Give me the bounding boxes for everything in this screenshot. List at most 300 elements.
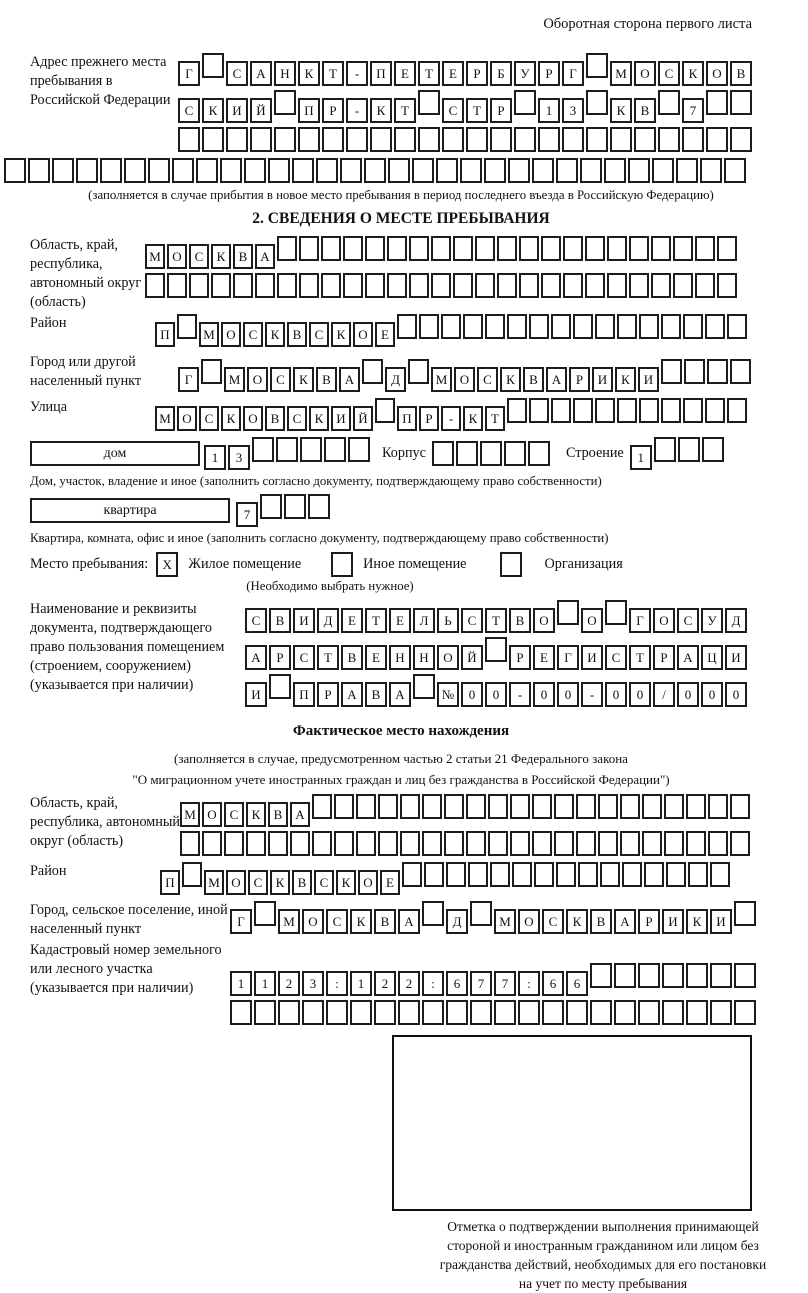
char-cell[interactable]: Т [365,608,387,633]
char-cell[interactable]: 0 [725,682,747,707]
char-cell[interactable]: Р [653,645,675,670]
char-cell[interactable]: М [155,406,175,431]
char-cell[interactable] [573,398,593,423]
char-cell[interactable] [364,158,386,183]
char-cell[interactable]: Р [509,645,531,670]
char-cell[interactable] [475,236,495,261]
char-cell[interactable]: С [287,406,307,431]
char-cell[interactable]: О [302,909,324,934]
char-cell[interactable]: А [614,909,636,934]
char-cell[interactable]: В [287,322,307,347]
char-cell[interactable] [651,273,671,298]
char-cell[interactable]: М [278,909,300,934]
char-cell[interactable] [639,314,659,339]
char-cell[interactable] [100,158,122,183]
char-cell[interactable] [494,1000,516,1025]
region-row-2[interactable] [145,273,739,298]
char-cell[interactable] [576,794,596,819]
char-cell[interactable] [182,862,202,887]
char-cell[interactable]: Й [353,406,373,431]
char-cell[interactable] [610,127,632,152]
char-cell[interactable]: Ц [701,645,723,670]
char-cell[interactable]: М [204,870,224,895]
char-cell[interactable]: С [226,61,248,86]
char-cell[interactable]: О [706,61,728,86]
char-cell[interactable]: М [431,367,452,392]
char-cell[interactable] [706,90,728,115]
char-cell[interactable] [695,273,715,298]
char-cell[interactable]: Й [461,645,483,670]
char-cell[interactable] [446,1000,468,1025]
char-cell[interactable]: И [638,367,659,392]
char-cell[interactable] [695,236,715,261]
char-cell[interactable] [730,794,750,819]
char-cell[interactable]: Е [394,61,416,86]
char-cell[interactable] [485,314,505,339]
char-cell[interactable] [642,831,662,856]
char-cell[interactable] [343,273,363,298]
char-cell[interactable]: С [270,367,291,392]
char-cell[interactable] [727,398,747,423]
char-cell[interactable] [488,794,508,819]
char-cell[interactable]: Е [389,608,411,633]
char-cell[interactable] [230,1000,252,1025]
char-cell[interactable] [551,398,571,423]
char-cell[interactable] [664,831,684,856]
char-cell[interactable] [470,901,492,926]
char-cell[interactable]: К [309,406,329,431]
char-cell[interactable]: К [298,61,320,86]
char-cell[interactable] [566,1000,588,1025]
region-row-1[interactable] [145,236,739,269]
char-cell[interactable] [387,236,407,261]
char-cell[interactable] [563,273,583,298]
char-cell[interactable]: Р [538,61,560,86]
actual-district-row[interactable] [160,862,732,895]
char-cell[interactable]: И [581,645,603,670]
char-cell[interactable] [442,127,464,152]
char-cell[interactable] [178,127,200,152]
char-cell[interactable]: П [160,870,180,895]
char-cell[interactable]: О [437,645,459,670]
char-cell[interactable] [664,794,684,819]
char-cell[interactable]: О [177,406,197,431]
char-cell[interactable]: О [353,322,373,347]
char-cell[interactable] [562,127,584,152]
char-cell[interactable] [590,1000,612,1025]
char-cell[interactable] [710,862,730,887]
char-cell[interactable] [734,1000,756,1025]
char-cell[interactable] [528,441,550,466]
char-cell[interactable] [705,398,725,423]
char-cell[interactable]: А [250,61,272,86]
char-cell[interactable]: 1 [538,98,560,123]
char-cell[interactable]: С [245,608,267,633]
char-cell[interactable]: С [658,61,680,86]
char-cell[interactable] [688,862,708,887]
char-cell[interactable] [490,127,512,152]
char-cell[interactable]: 3 [562,98,584,123]
char-cell[interactable] [276,437,298,462]
char-cell[interactable] [419,314,439,339]
char-cell[interactable]: Г [178,367,199,392]
char-cell[interactable]: О [533,608,555,633]
char-cell[interactable] [717,273,737,298]
char-cell[interactable] [658,127,680,152]
char-cell[interactable] [453,273,473,298]
char-cell[interactable] [661,359,682,384]
char-cell[interactable]: К [610,98,632,123]
char-cell[interactable] [620,794,640,819]
char-cell[interactable]: Е [375,322,395,347]
char-cell[interactable] [409,273,429,298]
char-cell[interactable]: А [341,682,363,707]
char-cell[interactable] [622,862,642,887]
char-cell[interactable]: В [265,406,285,431]
char-cell[interactable]: Т [317,645,339,670]
char-cell[interactable] [321,236,341,261]
char-cell[interactable]: К [221,406,241,431]
char-cell[interactable] [418,127,440,152]
char-cell[interactable] [422,794,442,819]
char-cell[interactable] [52,158,74,183]
char-cell[interactable] [661,314,681,339]
char-cell[interactable] [356,831,376,856]
char-cell[interactable] [532,831,552,856]
char-cell[interactable] [255,273,275,298]
char-cell[interactable]: О [454,367,475,392]
char-cell[interactable]: 2 [278,971,300,996]
char-cell[interactable]: С [224,802,244,827]
char-cell[interactable] [299,236,319,261]
char-cell[interactable] [268,831,288,856]
char-cell[interactable]: Р [322,98,344,123]
char-cell[interactable] [617,314,637,339]
char-cell[interactable]: В [341,645,363,670]
char-cell[interactable] [519,273,539,298]
char-cell[interactable] [578,862,598,887]
char-cell[interactable]: А [546,367,567,392]
char-cell[interactable] [312,794,332,819]
char-cell[interactable]: Р [419,406,439,431]
char-cell[interactable] [607,236,627,261]
char-cell[interactable] [302,1000,324,1025]
char-cell[interactable]: 0 [461,682,483,707]
char-cell[interactable]: И [710,909,732,934]
char-cell[interactable] [639,398,659,423]
char-cell[interactable] [538,127,560,152]
char-cell[interactable] [480,441,502,466]
char-cell[interactable] [444,794,464,819]
char-cell[interactable] [518,1000,540,1025]
char-cell[interactable] [444,831,464,856]
char-cell[interactable] [453,236,473,261]
char-cell[interactable] [334,831,354,856]
char-cell[interactable]: М [199,322,219,347]
char-cell[interactable] [365,236,385,261]
char-cell[interactable] [542,1000,564,1025]
char-cell[interactable] [456,441,478,466]
char-cell[interactable]: 1 [204,445,226,470]
char-cell[interactable] [651,236,671,261]
char-cell[interactable]: Й [250,98,272,123]
char-cell[interactable] [600,862,620,887]
char-cell[interactable] [172,158,194,183]
char-cell[interactable]: Л [413,608,435,633]
char-cell[interactable] [684,359,705,384]
char-cell[interactable] [642,794,662,819]
char-cell[interactable] [268,158,290,183]
char-cell[interactable] [706,127,728,152]
char-cell[interactable]: 6 [542,971,564,996]
char-cell[interactable]: 1 [630,445,652,470]
char-cell[interactable]: Е [533,645,555,670]
char-cell[interactable] [519,236,539,261]
char-cell[interactable] [488,831,508,856]
char-cell[interactable] [278,1000,300,1025]
char-cell[interactable]: А [398,909,420,934]
char-cell[interactable] [370,127,392,152]
char-cell[interactable] [397,314,417,339]
char-cell[interactable]: 0 [485,682,507,707]
char-cell[interactable] [557,600,579,625]
char-cell[interactable] [514,127,536,152]
char-cell[interactable]: С [189,244,209,269]
char-cell[interactable] [400,831,420,856]
char-cell[interactable] [343,236,363,261]
char-cell[interactable] [532,158,554,183]
char-cell[interactable] [254,901,276,926]
char-cell[interactable]: Т [322,61,344,86]
char-cell[interactable]: 3 [228,445,250,470]
char-cell[interactable]: Р [569,367,590,392]
char-cell[interactable]: Н [389,645,411,670]
char-cell[interactable] [298,127,320,152]
char-cell[interactable]: К [566,909,588,934]
char-cell[interactable]: О [634,61,656,86]
char-cell[interactable]: К [350,909,372,934]
char-cell[interactable] [590,963,612,988]
char-cell[interactable] [334,794,354,819]
char-cell[interactable]: Б [490,61,512,86]
char-cell[interactable] [638,1000,660,1025]
char-cell[interactable] [374,1000,396,1025]
char-cell[interactable]: 7 [682,98,704,123]
char-cell[interactable]: С [178,98,200,123]
char-cell[interactable]: О [358,870,378,895]
char-cell[interactable]: Т [485,608,507,633]
char-cell[interactable] [226,127,248,152]
char-cell[interactable] [436,158,458,183]
char-cell[interactable] [124,158,146,183]
char-cell[interactable] [252,437,274,462]
char-cell[interactable]: С [199,406,219,431]
char-cell[interactable]: Г [557,645,579,670]
char-cell[interactable] [734,963,756,988]
char-cell[interactable]: У [701,608,723,633]
char-cell[interactable]: 2 [374,971,396,996]
cadastre-row-2[interactable] [230,1000,758,1025]
char-cell[interactable] [299,273,319,298]
char-cell[interactable] [274,127,296,152]
char-cell[interactable] [595,398,615,423]
char-cell[interactable] [607,273,627,298]
char-cell[interactable] [400,794,420,819]
char-cell[interactable]: Р [317,682,339,707]
char-cell[interactable] [76,158,98,183]
char-cell[interactable] [580,158,602,183]
char-cell[interactable]: Р [490,98,512,123]
char-cell[interactable]: И [331,406,351,431]
stay-type-checkbox-organization[interactable] [500,552,522,577]
char-cell[interactable]: О [247,367,268,392]
char-cell[interactable] [662,963,684,988]
char-cell[interactable]: Е [341,608,363,633]
char-cell[interactable] [316,158,338,183]
char-cell[interactable] [634,127,656,152]
char-cell[interactable] [614,1000,636,1025]
char-cell[interactable] [424,862,444,887]
char-cell[interactable] [340,158,362,183]
char-cell[interactable]: М [145,244,165,269]
street-row[interactable] [155,398,749,431]
char-cell[interactable] [700,158,722,183]
char-cell[interactable] [629,236,649,261]
char-cell[interactable]: Р [466,61,488,86]
char-cell[interactable]: В [634,98,656,123]
char-cell[interactable] [629,273,649,298]
char-cell[interactable] [507,314,527,339]
char-cell[interactable]: - [441,406,461,431]
char-cell[interactable]: К [500,367,521,392]
char-cell[interactable] [244,158,266,183]
char-cell[interactable]: О [221,322,241,347]
char-cell[interactable] [586,127,608,152]
char-cell[interactable] [676,158,698,183]
char-cell[interactable] [529,314,549,339]
char-cell[interactable]: Г [629,608,651,633]
char-cell[interactable]: П [370,61,392,86]
char-cell[interactable]: Т [485,406,505,431]
char-cell[interactable] [556,158,578,183]
char-cell[interactable] [661,398,681,423]
char-cell[interactable] [224,831,244,856]
char-cell[interactable] [541,236,561,261]
char-cell[interactable] [585,273,605,298]
char-cell[interactable]: : [518,971,540,996]
char-cell[interactable] [573,314,593,339]
char-cell[interactable] [510,794,530,819]
char-cell[interactable] [422,1000,444,1025]
char-cell[interactable]: В [292,870,312,895]
char-cell[interactable]: 0 [629,682,651,707]
char-cell[interactable] [686,831,706,856]
char-cell[interactable] [322,127,344,152]
char-cell[interactable]: П [293,682,315,707]
char-cell[interactable] [617,398,637,423]
char-cell[interactable] [708,831,728,856]
stroenie-cells[interactable] [630,437,726,470]
char-cell[interactable] [554,794,574,819]
char-cell[interactable]: С [461,608,483,633]
char-cell[interactable]: К [202,98,224,123]
char-cell[interactable] [710,1000,732,1025]
document-row-2[interactable] [245,637,749,670]
house-number-cells[interactable] [204,437,372,470]
char-cell[interactable]: И [245,682,267,707]
char-cell[interactable]: Т [418,61,440,86]
char-cell[interactable]: О [653,608,675,633]
char-cell[interactable] [507,398,527,423]
char-cell[interactable] [652,158,674,183]
char-cell[interactable]: Т [629,645,651,670]
char-cell[interactable]: О [243,406,263,431]
char-cell[interactable] [638,963,660,988]
char-cell[interactable] [604,158,626,183]
stay-type-checkbox-residential[interactable]: X [156,552,178,577]
char-cell[interactable] [398,1000,420,1025]
char-cell[interactable]: К [336,870,356,895]
char-cell[interactable] [432,441,454,466]
char-cell[interactable]: Н [274,61,296,86]
char-cell[interactable] [529,398,549,423]
char-cell[interactable] [598,794,618,819]
char-cell[interactable] [730,127,752,152]
char-cell[interactable]: Н [413,645,435,670]
char-cell[interactable]: С [293,645,315,670]
char-cell[interactable] [290,831,310,856]
char-cell[interactable]: А [389,682,411,707]
char-cell[interactable] [408,359,429,384]
char-cell[interactable]: В [268,802,288,827]
char-cell[interactable] [683,398,703,423]
char-cell[interactable] [145,273,165,298]
char-cell[interactable]: И [592,367,613,392]
char-cell[interactable] [177,314,197,339]
char-cell[interactable]: Д [317,608,339,633]
char-cell[interactable] [730,831,750,856]
char-cell[interactable]: П [155,322,175,347]
char-cell[interactable] [148,158,170,183]
char-cell[interactable] [470,1000,492,1025]
char-cell[interactable] [468,862,488,887]
char-cell[interactable] [446,862,466,887]
char-cell[interactable] [422,901,444,926]
actual-region-row-2[interactable] [180,831,752,856]
char-cell[interactable]: С [314,870,334,895]
cadastre-row-1[interactable] [230,963,758,996]
char-cell[interactable]: И [725,645,747,670]
char-cell[interactable]: : [326,971,348,996]
char-cell[interactable] [202,53,224,78]
char-cell[interactable]: 7 [236,502,258,527]
char-cell[interactable]: П [397,406,417,431]
char-cell[interactable] [350,1000,372,1025]
char-cell[interactable]: С [677,608,699,633]
char-cell[interactable]: В [374,909,396,934]
char-cell[interactable]: А [255,244,275,269]
char-cell[interactable]: В [233,244,253,269]
char-cell[interactable]: Р [638,909,660,934]
char-cell[interactable] [4,158,26,183]
char-cell[interactable]: В [269,608,291,633]
char-cell[interactable]: 6 [566,971,588,996]
char-cell[interactable]: В [509,608,531,633]
char-cell[interactable]: Т [466,98,488,123]
char-cell[interactable]: О [202,802,222,827]
char-cell[interactable] [585,236,605,261]
char-cell[interactable] [730,359,751,384]
